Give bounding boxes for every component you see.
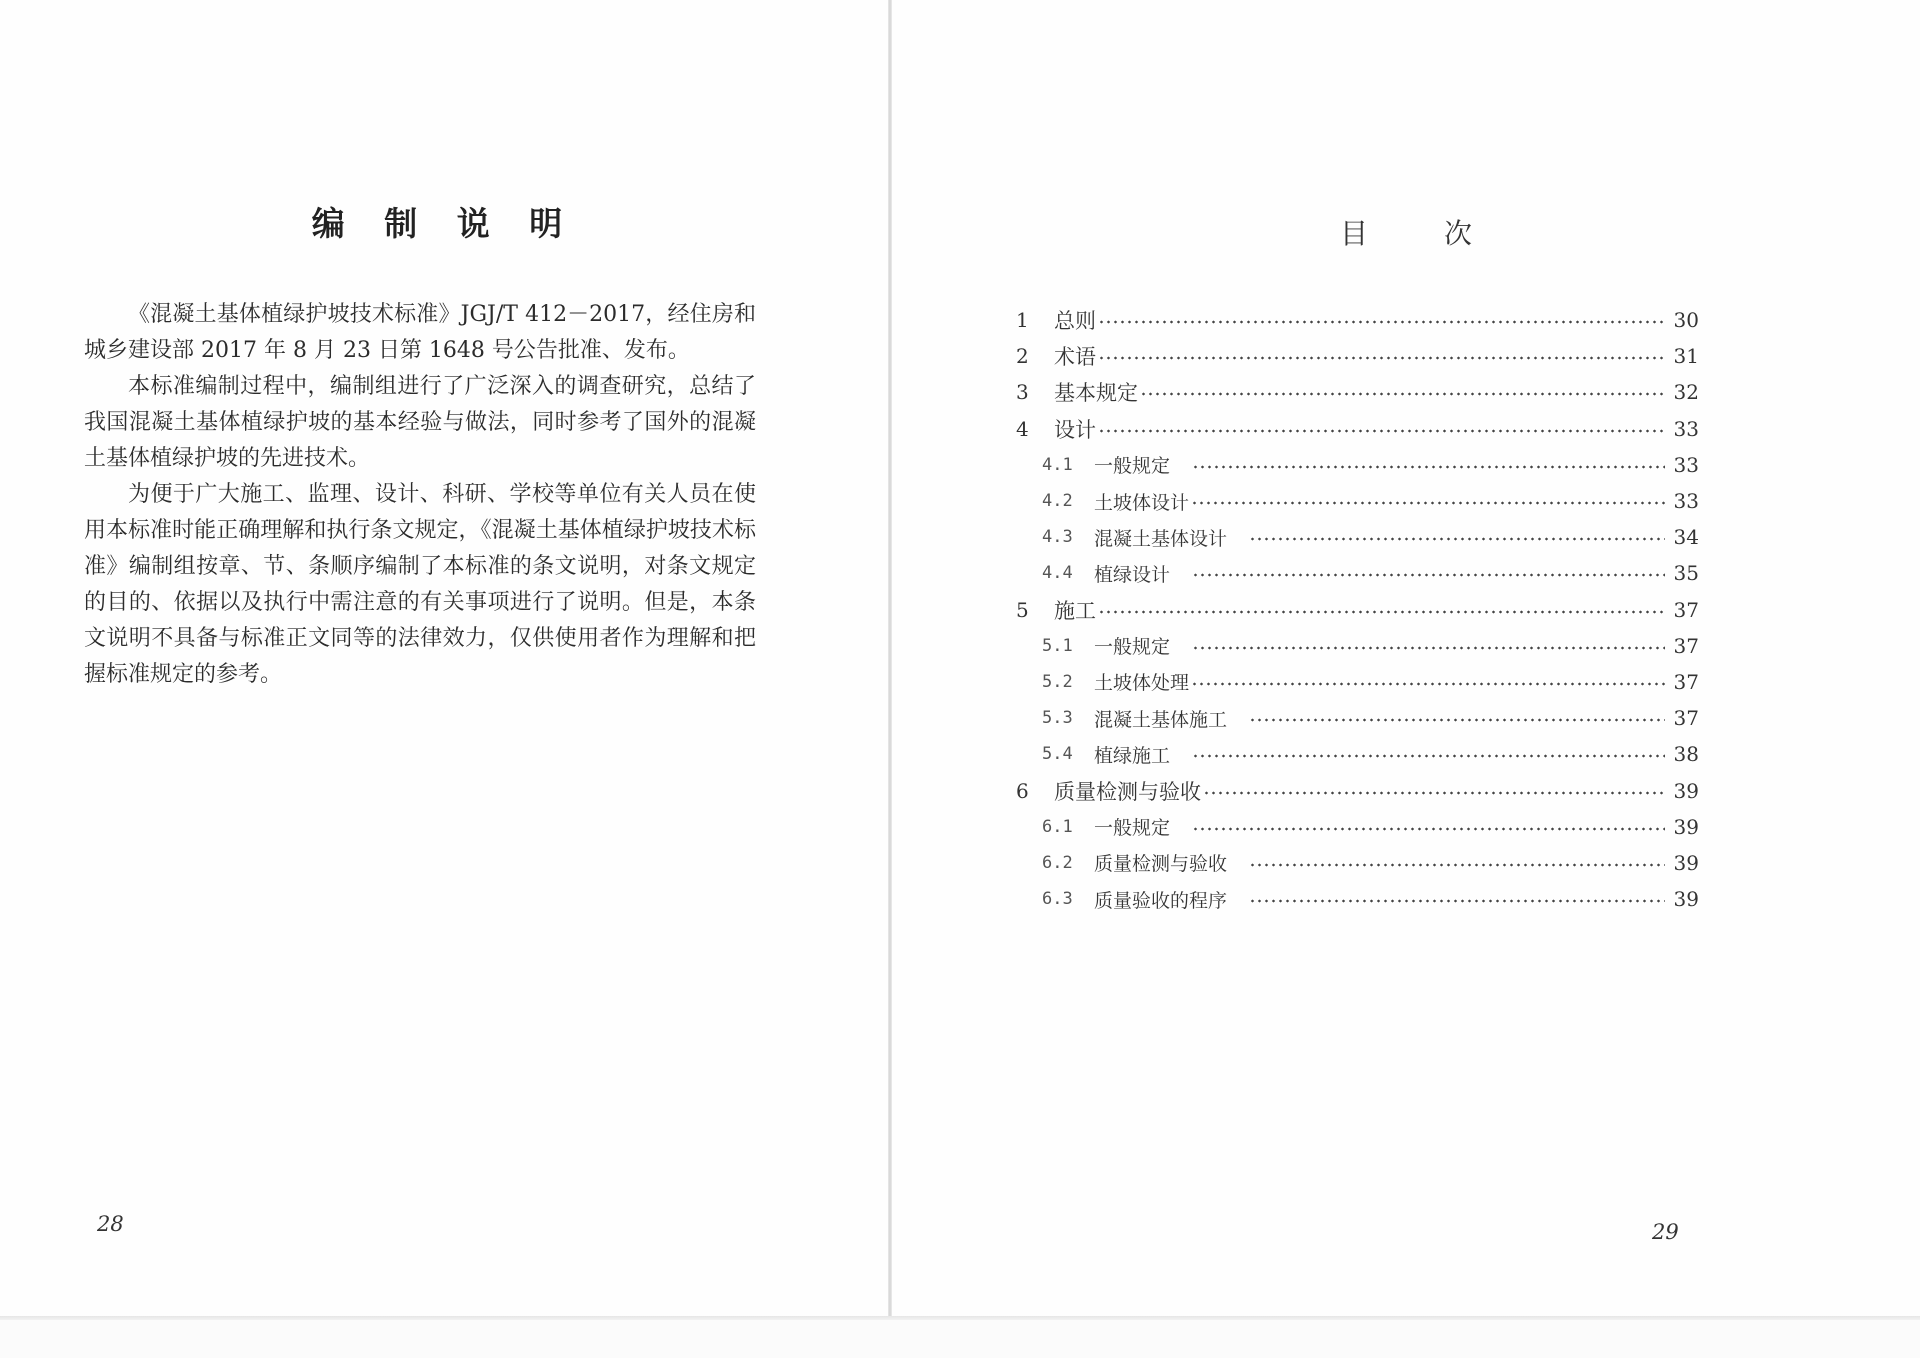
toc-entry[interactable] xyxy=(1016,845,1699,881)
toc-section-title: 质量验收的程序 xyxy=(1094,889,1228,912)
toc-dot-leader xyxy=(1140,390,1665,398)
toc-page-number: 33 xyxy=(1673,489,1699,514)
toc-dot-leader xyxy=(1249,861,1665,869)
toc-entry[interactable] xyxy=(1016,483,1699,519)
toc-section-number: 5.3 xyxy=(1042,708,1073,729)
toc-section-title: 混凝土基体施工 xyxy=(1094,708,1228,731)
toc-entry[interactable] xyxy=(1016,592,1699,628)
toc-section-number: 5.4 xyxy=(1042,744,1073,765)
toc-section-number: 6.1 xyxy=(1042,816,1073,837)
toc-section-title: 植绿施工 xyxy=(1094,744,1171,767)
toc-section-number: 5.1 xyxy=(1042,635,1073,656)
toc-entry[interactable] xyxy=(1016,881,1699,917)
toc-section-title: 一般规定 xyxy=(1094,455,1171,478)
toc-page-number: 39 xyxy=(1673,887,1699,912)
scan-background xyxy=(0,1320,1920,1358)
page-number: 29 xyxy=(1652,1220,1679,1244)
toc-dot-leader xyxy=(1192,463,1665,471)
toc-section-number: 5.2 xyxy=(1042,671,1073,692)
toc-dot-leader xyxy=(1098,354,1665,362)
toc-dot-leader xyxy=(1192,825,1665,833)
compilation-notes-body xyxy=(84,297,756,693)
paragraph: 本标准编制过程中，编制组进行了广泛深入的调查研究，总结了我国混凝土基体植绿护坡的基本经验与做法，同时参考了国外的混凝土基体植绿护坡的先进技术。 xyxy=(84,374,756,471)
toc-dot-leader xyxy=(1192,644,1665,652)
toc-section-title: 混凝土基体设计 xyxy=(1094,527,1228,550)
toc-section-number: 6 xyxy=(1016,778,1029,803)
title-char: 次 xyxy=(1444,217,1473,250)
toc-page-number: 31 xyxy=(1673,344,1699,369)
toc-section-title: 总则 xyxy=(1054,309,1096,334)
toc-page-number: 37 xyxy=(1673,669,1699,694)
page-title-compilation-notes: 编 制 说 明 xyxy=(311,204,577,243)
toc-section-title: 术语 xyxy=(1054,345,1096,370)
toc-section-number: 2 xyxy=(1016,344,1029,369)
toc-section-number: 5 xyxy=(1016,597,1029,622)
toc-dot-leader xyxy=(1249,716,1665,724)
toc-entry[interactable] xyxy=(1016,302,1699,338)
toc-section-number: 4.1 xyxy=(1042,454,1073,475)
paragraph: 《混凝土基体植绿护坡技术标准》JGJ/T 412－2017，经住房和城乡建设部 2017 年 8 月 23 日第 1648 号公告批准、发布。 xyxy=(84,302,756,363)
toc-section-number: 4.3 xyxy=(1042,527,1073,548)
toc-section-title: 一般规定 xyxy=(1094,817,1171,840)
table-of-contents xyxy=(1016,302,1699,917)
toc-page-number: 33 xyxy=(1673,416,1699,441)
toc-section-number: 1 xyxy=(1016,308,1029,333)
toc-dot-leader xyxy=(1191,680,1665,688)
toc-page-number: 35 xyxy=(1673,561,1699,586)
toc-dot-leader xyxy=(1203,789,1665,797)
toc-page-number: 37 xyxy=(1673,633,1699,658)
toc-page-number: 39 xyxy=(1673,850,1699,875)
toc-section-number: 6.2 xyxy=(1042,852,1073,873)
toc-page-number: 39 xyxy=(1673,814,1699,839)
toc-dot-leader xyxy=(1098,427,1665,435)
toc-section-number: 4.4 xyxy=(1042,563,1073,584)
paragraph: 为便于广大施工、监理、设计、科研、学校等单位有关人员在使用本标准时能正确理解和执行条文规定，《混凝土基体植绿护坡技术标准》编制组按章、节、条顺序编制了本标准的条文说明，对条文规定的目的、依据以及执行中需注意的有关事项进行了说明。但是，本条文说明不具备与标准正文同等的法律效力，仅供使用者作为理解和把握标准规定的参考。 xyxy=(84,482,756,687)
toc-dot-leader xyxy=(1192,571,1665,579)
toc-section-title: 植绿设计 xyxy=(1094,563,1171,586)
toc-dot-leader xyxy=(1098,318,1665,326)
toc-entry[interactable] xyxy=(1016,411,1699,447)
toc-page-number: 38 xyxy=(1673,742,1699,767)
toc-section-title: 质量检测与验收 xyxy=(1094,853,1228,876)
page-number: 28 xyxy=(97,1212,124,1236)
toc-section-title: 质量检测与验收 xyxy=(1054,779,1201,804)
toc-page-number: 32 xyxy=(1673,380,1699,405)
toc-section-number: 4 xyxy=(1016,416,1029,441)
toc-page-number: 33 xyxy=(1673,452,1699,477)
toc-page-number: 34 xyxy=(1673,525,1699,550)
toc-entry[interactable] xyxy=(1016,519,1699,555)
left-page xyxy=(0,0,888,1318)
toc-dot-leader xyxy=(1191,499,1665,507)
toc-entry[interactable] xyxy=(1016,628,1699,664)
toc-section-title: 土坡体处理 xyxy=(1094,672,1190,695)
toc-section-number: 6.3 xyxy=(1042,889,1073,910)
toc-entry[interactable] xyxy=(1016,700,1699,736)
toc-section-title: 施工 xyxy=(1054,598,1096,623)
toc-entry[interactable] xyxy=(1016,736,1699,772)
toc-section-title: 一般规定 xyxy=(1094,636,1171,659)
title-char: 目 xyxy=(1339,217,1368,250)
toc-dot-leader xyxy=(1249,535,1665,543)
toc-entry[interactable] xyxy=(1016,374,1699,410)
page-title-contents xyxy=(892,212,1920,252)
toc-page-number: 39 xyxy=(1673,778,1699,803)
toc-entry[interactable] xyxy=(1016,772,1699,808)
toc-section-title: 基本规定 xyxy=(1054,381,1138,406)
toc-section-title: 设计 xyxy=(1054,417,1096,442)
toc-page-number: 37 xyxy=(1673,597,1699,622)
toc-section-title: 土坡体设计 xyxy=(1094,491,1190,514)
toc-section-number: 3 xyxy=(1016,380,1029,405)
toc-dot-leader xyxy=(1249,897,1665,905)
toc-entry[interactable] xyxy=(1016,555,1699,591)
toc-dot-leader xyxy=(1098,608,1665,616)
toc-page-number: 30 xyxy=(1673,308,1699,333)
toc-entry[interactable] xyxy=(1016,338,1699,374)
toc-entry[interactable] xyxy=(1016,809,1699,845)
toc-entry[interactable] xyxy=(1016,664,1699,700)
toc-dot-leader xyxy=(1192,752,1665,760)
toc-entry[interactable] xyxy=(1016,447,1699,483)
toc-page-number: 37 xyxy=(1673,706,1699,731)
toc-section-number: 4.2 xyxy=(1042,491,1073,512)
